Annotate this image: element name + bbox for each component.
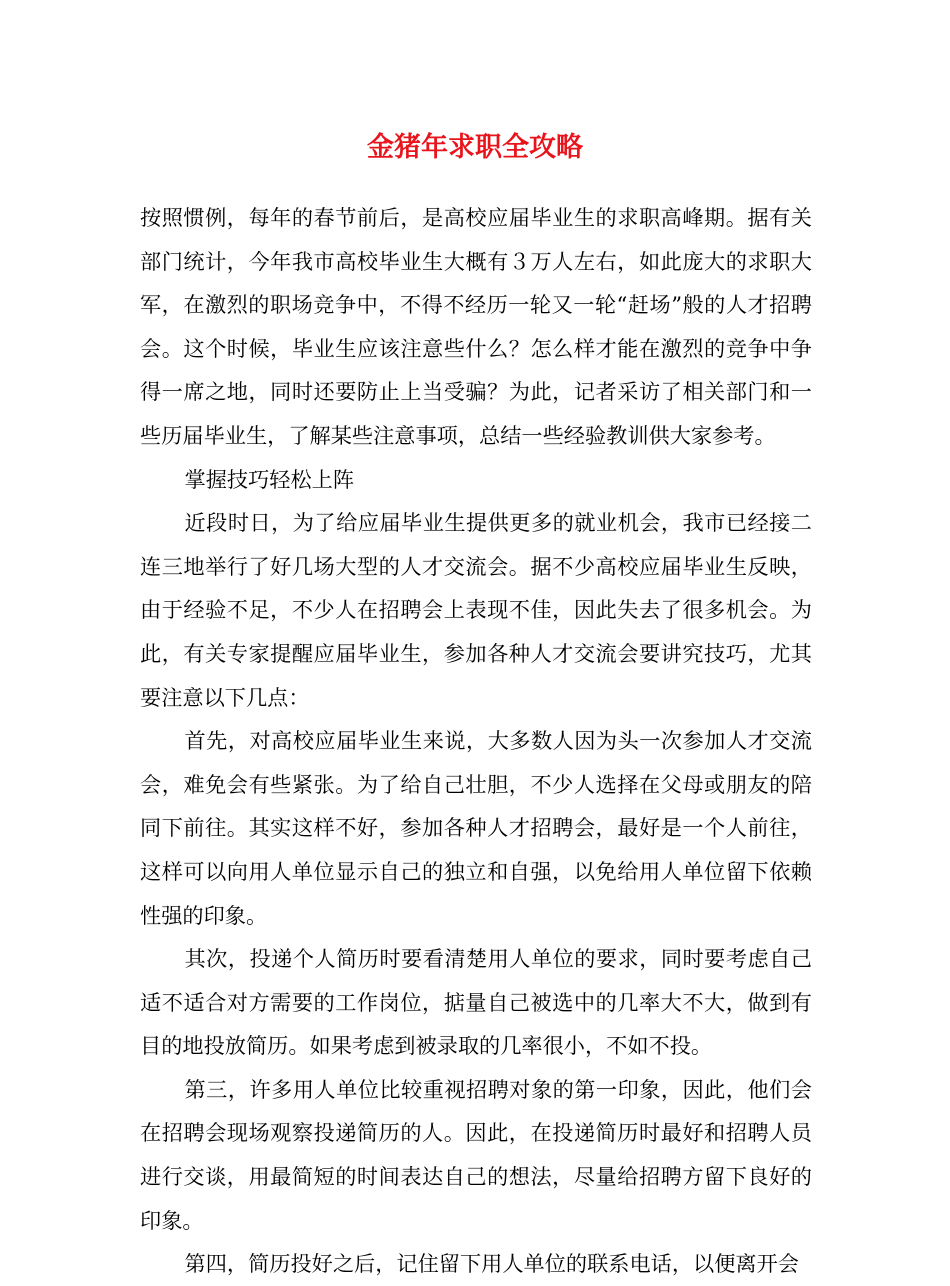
document-title: 金猪年求职全攻略 <box>367 132 583 163</box>
paragraph: 其次，投递个人简历时要看清楚用人单位的要求，同时要考虑自己适不适合对方需要的工作岗位，掂量自己被选中的几率大不大，做到有目的地投放简历。如果考虑到被录取的几率很小，不如不投。 <box>140 946 812 1059</box>
paragraph: 近段时日，为了给应届毕业生提供更多的就业机会，我市已经接二连三地举行了好几场大型的人才交流会。据不少高校应届毕业生反映，由于经验不足，不少人在招聘会上表现不佳，因此失去了很多机会。为此，有关专家提醒应届毕业生，参加各种人才交流会要讲究技巧，尤其要注意以下几点： <box>140 510 812 710</box>
paragraph-intro: 按照惯例，每年的春节前后，是高校应届毕业生的求职高峰期。据有关部门统计，今年我市高校毕业生大概有３万人左右，如此庞大的求职大军，在激烈的职场竞争中，不得不经历一轮又一轮“赶场”般的人才招聘会。这个时候，毕业生应该注意些什么？怎么样才能在激烈的竞争中争得一席之地，同时还要防止上当受骗？为此，记者采访了相关部门和一些历届毕业生，了解某些注意事项，总结一些经验教训供大家参考。 <box>140 205 812 448</box>
paragraph: 首先，对高校应届毕业生来说，大多数人因为头一次参加人才交流会，难免会有些紧张。为了给自己壮胆，不少人选择在父母或朋友的陪同下前往。其实这样不好，参加各种人才招聘会，最好是一个人前往，这样可以向用人单位显示自己的独立和自强，以免给用人单位留下依赖性强的印象。 <box>140 728 812 928</box>
paragraph: 第三，许多用人单位比较重视招聘对象的第一印象，因此，他们会在招聘会现场观察投递简历的人。因此，在投递简历时最好和招聘人员进行交谈，用最简短的时间表达自己的想法，尽量给招聘方留下良好的印象。 <box>140 1076 812 1233</box>
section-heading: 掌握技巧轻松上阵 <box>184 466 355 492</box>
paragraph: 第四，简历投好之后，记住留下用人单位的联系电话，以便离开会 <box>184 1251 799 1277</box>
document-body <box>140 196 812 1286</box>
